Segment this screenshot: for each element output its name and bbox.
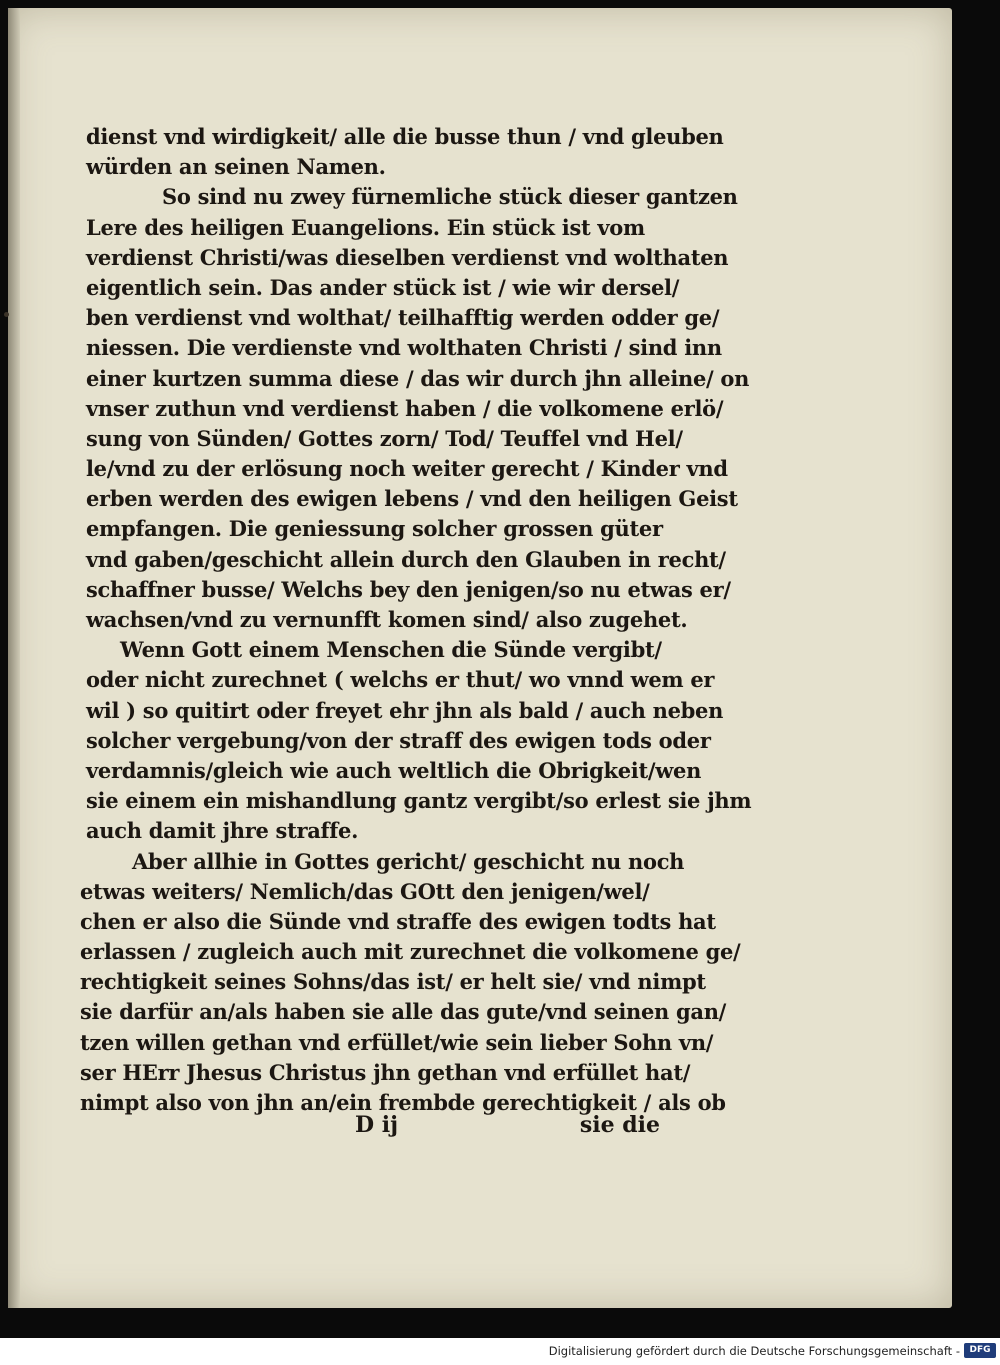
text-line: Wenn Gott einem Menschen die Sünde vergibt/ — [120, 637, 662, 663]
text-line: chen er also die Sünde vnd straffe des ewigen todts hat — [80, 908, 716, 934]
text-line: schaffner busse/ Welchs bey den jenigen/so nu etwas er/ — [86, 576, 731, 602]
text-line: niessen. Die verdienste vnd wolthaten Christi / sind inn — [86, 335, 722, 361]
text-line: dienst vnd wirdigkeit/ alle die busse thun / vnd gleuben — [86, 124, 724, 149]
text-line: einer kurtzen summa diese / das wir durch jhn alleine/ on — [86, 365, 750, 391]
text-line: verdamnis/gleich wie auch weltlich die Obrigkeit/wen — [86, 757, 702, 783]
text-line: ser HErr Jhesus Christus jhn gethan vnd erfüllet hat/ — [80, 1059, 691, 1085]
text-line: sie einem ein mishandlung gantz vergibt/so erlest sie jhm — [86, 788, 752, 814]
text-line: empfangen. Die geniessung solcher grossen güter — [86, 516, 663, 542]
digitization-footer — [0, 1338, 1000, 1365]
page-gutter-edge — [8, 8, 20, 1308]
text-line: verdienst Christi/was dieselben verdienst vnd wolthaten — [86, 244, 729, 270]
text-line: rechtigkeit seines Sohns/das ist/ er helt sie/ vnd nimpt — [80, 969, 706, 995]
text-line: sung von Sünden/ Gottes zorn/ Tod/ Teuffel vnd Hel/ — [86, 425, 683, 451]
dfg-logo: DFG — [964, 1343, 996, 1358]
margin-mark — [4, 312, 9, 317]
text-line: sie darfür an/als haben sie alle das gute/vnd seinen gan/ — [80, 999, 727, 1025]
page-body-text — [70, 122, 752, 1118]
text-line: So sind nu zwey fürnemliche stück dieser gantzen — [162, 184, 738, 210]
text-line: erben werden des ewigen lebens / vnd den heiligen Geist — [86, 486, 738, 512]
text-line: le/vnd zu der erlösung noch weiter gerecht / Kinder vnd — [86, 456, 728, 482]
text-line: auch damit jhre straffe. — [86, 818, 359, 844]
text-line: Lere des heiligen Euangelions. Ein stück ist vom — [86, 214, 645, 240]
catchword: sie die — [579, 1112, 660, 1138]
text-line: wachsen/vnd zu vernunfft komen sind/ also zugehet. — [86, 607, 688, 632]
text-line: ben verdienst vnd wolthat/ teilhafftig werden odder ge/ — [86, 305, 720, 331]
text-line: eigentlich sein. Das ander stück ist / wie wir dersel/ — [86, 274, 680, 300]
text-line: vnd gaben/geschicht allein durch den Glauben in recht/ — [86, 546, 726, 572]
text-line: solcher vergebung/von der straff des ewigen tods oder — [86, 727, 711, 753]
text-line: wil ) so quitirt oder freyet ehr jhn als bald / auch neben — [86, 697, 724, 723]
text-line: nimpt also von jhn an/ein frembde gerechtigkeit / als ob — [80, 1090, 726, 1115]
page-footer-marks — [355, 1112, 660, 1148]
text-line: erlassen / zugleich auch mit zurechnet die volkomene ge/ — [80, 939, 741, 965]
text-line: oder nicht zurechnet ( welchs er thut/ wo vnnd wem er — [86, 667, 715, 693]
text-line: Aber allhie in Gottes gericht/ geschicht nu noch — [132, 848, 685, 874]
text-line: würden an seinen Namen. — [86, 154, 386, 180]
text-line: tzen willen gethan vnd erfüllet/wie sein lieber Sohn vn/ — [80, 1029, 714, 1055]
signature-mark: D ij — [355, 1112, 399, 1138]
text-line: etwas weiters/ Nemlich/das GOtt den jenigen/wel/ — [80, 878, 650, 904]
text-line: vnser zuthun vnd verdienst haben / die volkomene erlö/ — [86, 395, 724, 421]
funding-credit: Digitalisierung gefördert durch die Deutsche Forschungsgemeinschaft - — [548, 1344, 960, 1358]
